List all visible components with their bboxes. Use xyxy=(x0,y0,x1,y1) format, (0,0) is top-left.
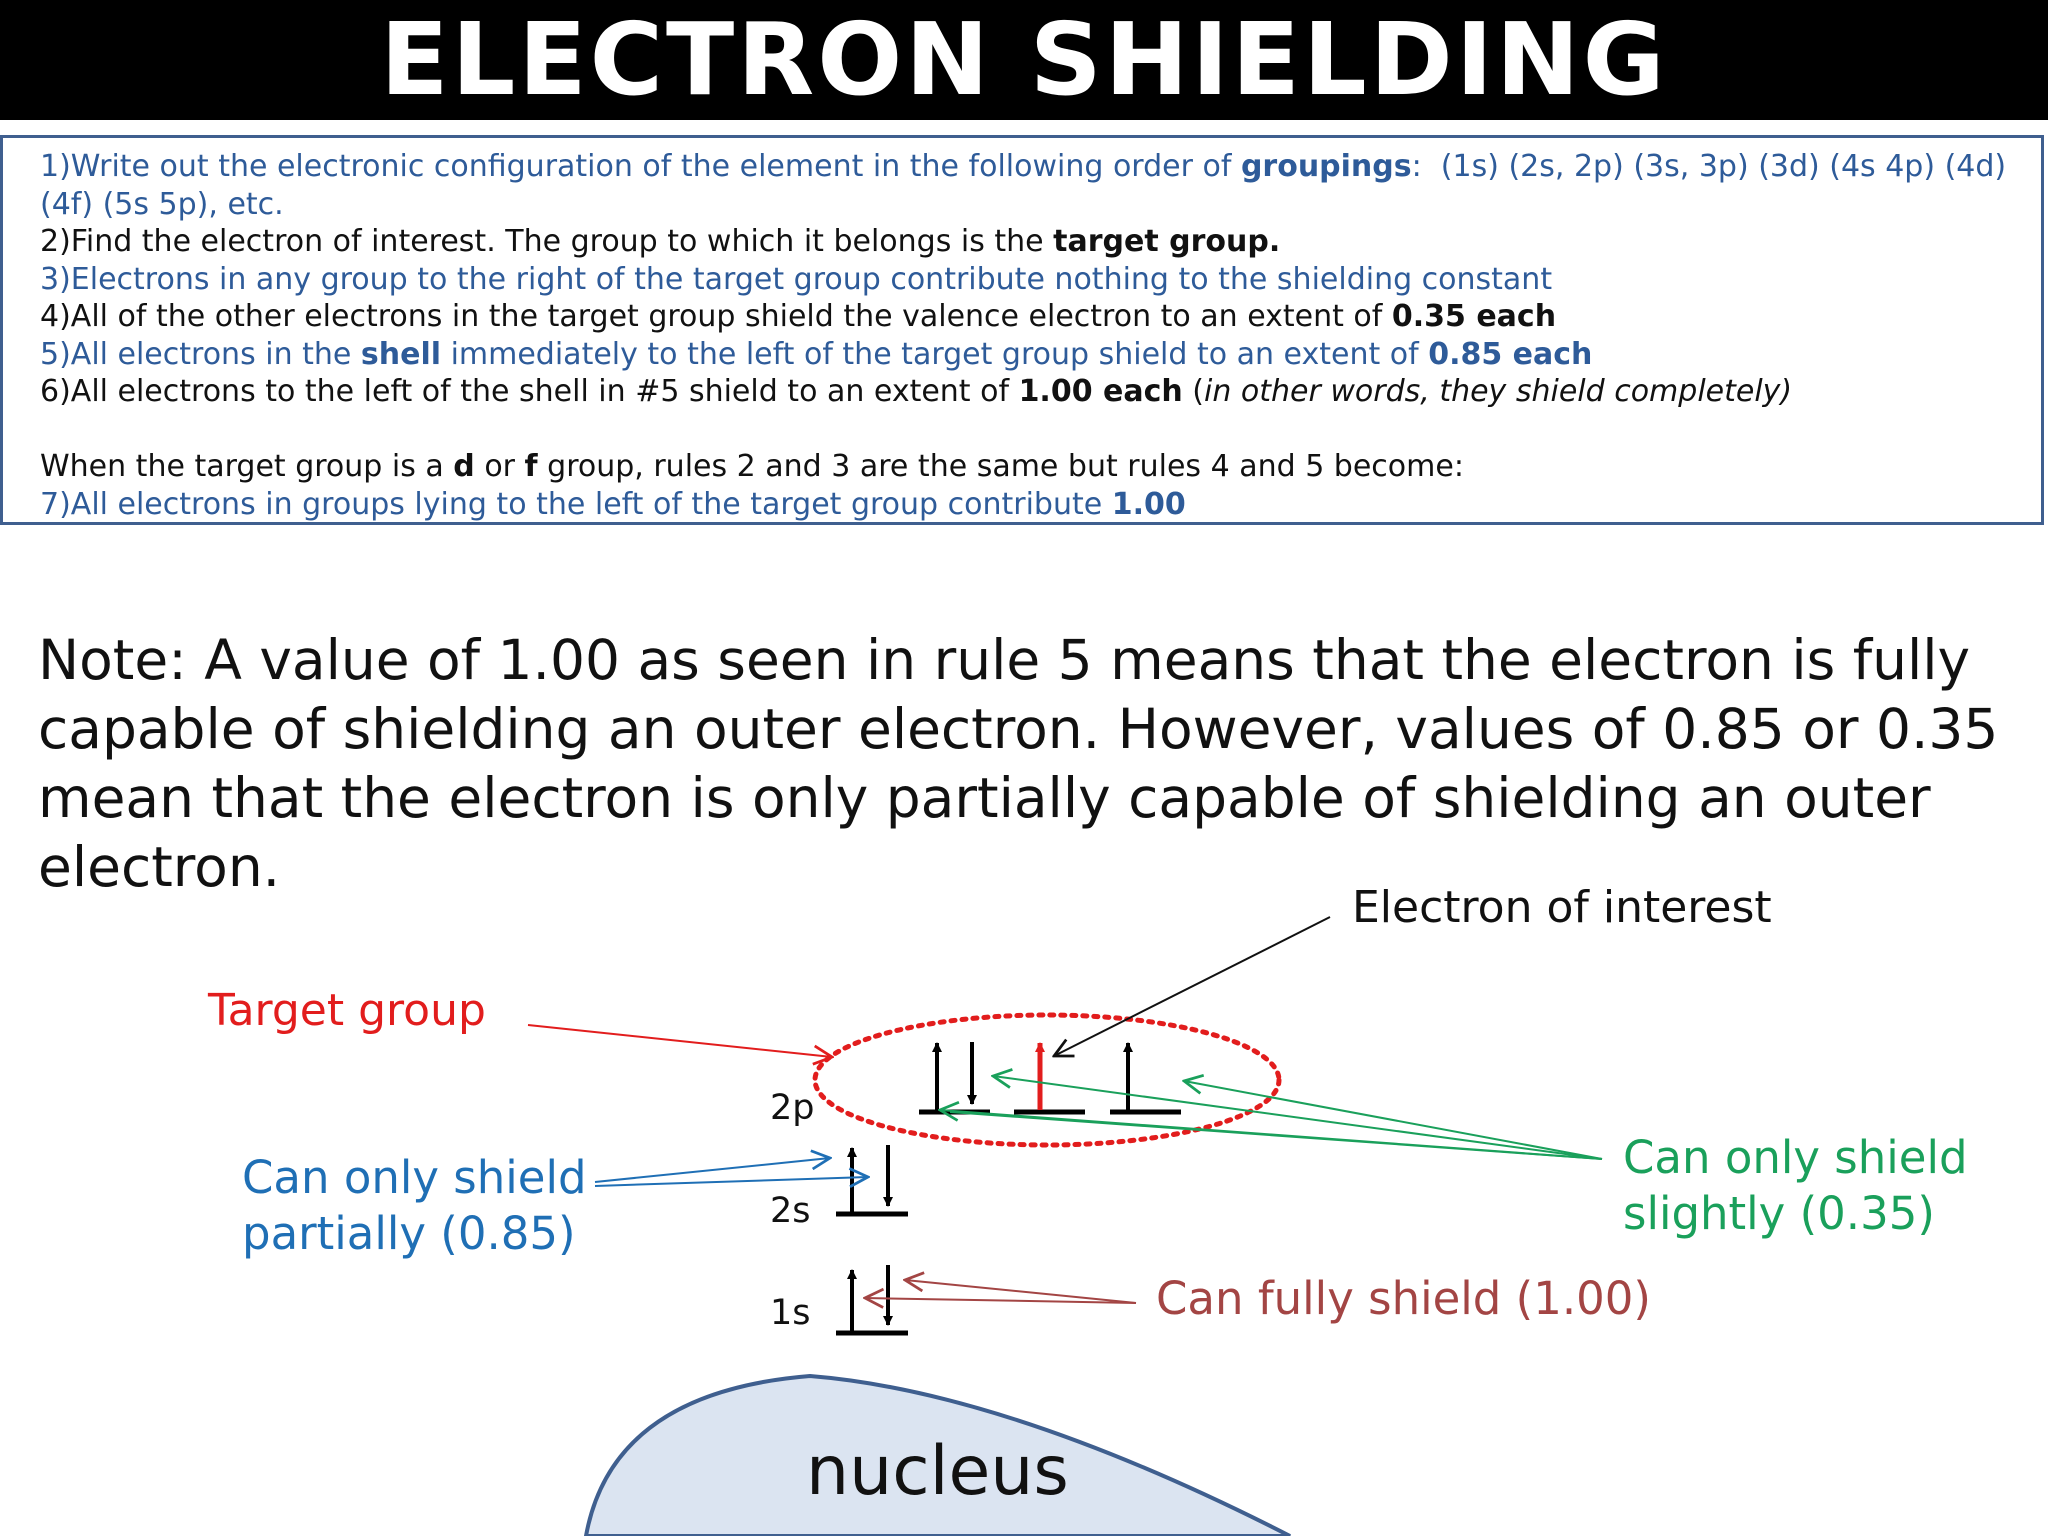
rule-df-d: d xyxy=(453,449,475,484)
orbital-2p-1 xyxy=(919,1042,990,1112)
orbital-2s xyxy=(836,1145,908,1214)
rule-6-bold: 1.00 each xyxy=(1018,374,1183,409)
rule-5-text: 5)All electrons in the xyxy=(40,336,361,372)
partial-shield-line-2: partially (0.85) xyxy=(242,1207,576,1260)
orbital-1s-label: 1s xyxy=(770,1293,811,1333)
orbital-2p-label: 2p xyxy=(770,1088,815,1128)
target-group-pointer xyxy=(528,1025,832,1057)
slight-shield-label xyxy=(1623,1130,1968,1242)
rule-df-text: When the target group is a xyxy=(40,449,454,484)
target-group-label: Target group xyxy=(208,985,486,1036)
rule-5-bold-shell: shell xyxy=(360,336,442,372)
target-group-ellipse xyxy=(815,1015,1279,1145)
partial-shield-line-1: Can only shield xyxy=(242,1151,587,1204)
rule-2-bold: target group. xyxy=(1053,224,1281,259)
rule-7-bold: 1.00 xyxy=(1111,486,1186,522)
rule-df-or: or xyxy=(474,449,525,484)
rule-4-bold: 0.35 each xyxy=(1391,299,1557,334)
rule-1-bold: groupings xyxy=(1240,149,1412,184)
rule-3-text: 3)Electrons in any group to the right of the target group contribute nothing to the shielding constant xyxy=(40,261,1553,297)
slight-shield-line-1: Can only shield xyxy=(1623,1131,1968,1184)
rule-2-text: 2)Find the electron of interest. The group to which it belongs is the xyxy=(40,224,1054,259)
electron-of-interest-pointer xyxy=(1054,917,1330,1056)
rule-1-text: 1)Write out the electronic configuration of the element in the following order of xyxy=(40,149,1241,184)
nucleus-label: nucleus xyxy=(806,1432,1069,1511)
rule-6-italic: in other words, they shield completely) xyxy=(1204,374,1793,409)
slight-pointer-4 xyxy=(950,1112,1602,1159)
partial-shield-label xyxy=(242,1150,587,1262)
partial-pointer-1 xyxy=(595,1158,830,1182)
orbital-2s-label: 2s xyxy=(770,1191,811,1231)
electron-of-interest-label: Electron of interest xyxy=(1352,882,1772,933)
slight-pointer-1 xyxy=(1184,1081,1602,1159)
orbital-2p-3 xyxy=(1110,1043,1181,1112)
page-title: ELECTRON SHIELDING xyxy=(380,1,1668,118)
slight-pointer-2 xyxy=(993,1076,1602,1159)
rule-4-text: 4)All of the other electrons in the target group shield the valence electron to an extent of xyxy=(40,299,1392,334)
rule-1-groupings: : (1s) (2s, 2p) (3s, 3p) (3d) (4s 4p) (4d) (4f) (5s 5p), etc. xyxy=(40,149,2016,222)
slight-shield-line-2: slightly (0.35) xyxy=(1623,1187,1935,1240)
rule-5-text-2: immediately to the left of the target group shield to an extent of xyxy=(441,336,1429,372)
fully-shield-label: Can fully shield (1.00) xyxy=(1156,1272,1651,1325)
rule-5-bold-value: 0.85 each xyxy=(1428,336,1593,372)
rule-6-paren: ( xyxy=(1182,374,1205,409)
note-paragraph: Note: A value of 1.00 as seen in rule 5 means that the electron is fully capable of shielding an outer electron. However, values of 0.85 or 0.35 mean that the electron is only partially capable of shielding an outer electron. xyxy=(38,628,1999,899)
rule-df-text-2: group, rules 2 and 3 are the same but rules 4 and 5 become: xyxy=(537,449,1464,484)
rule-df-f: f xyxy=(524,449,538,484)
rule-7-text: 7)All electrons in groups lying to the left of the target group contribute xyxy=(40,486,1112,522)
orbital-2p-2 xyxy=(1014,1043,1085,1112)
rule-6-text: 6)All electrons to the left of the shell in #5 shield to an extent of xyxy=(40,374,1019,409)
